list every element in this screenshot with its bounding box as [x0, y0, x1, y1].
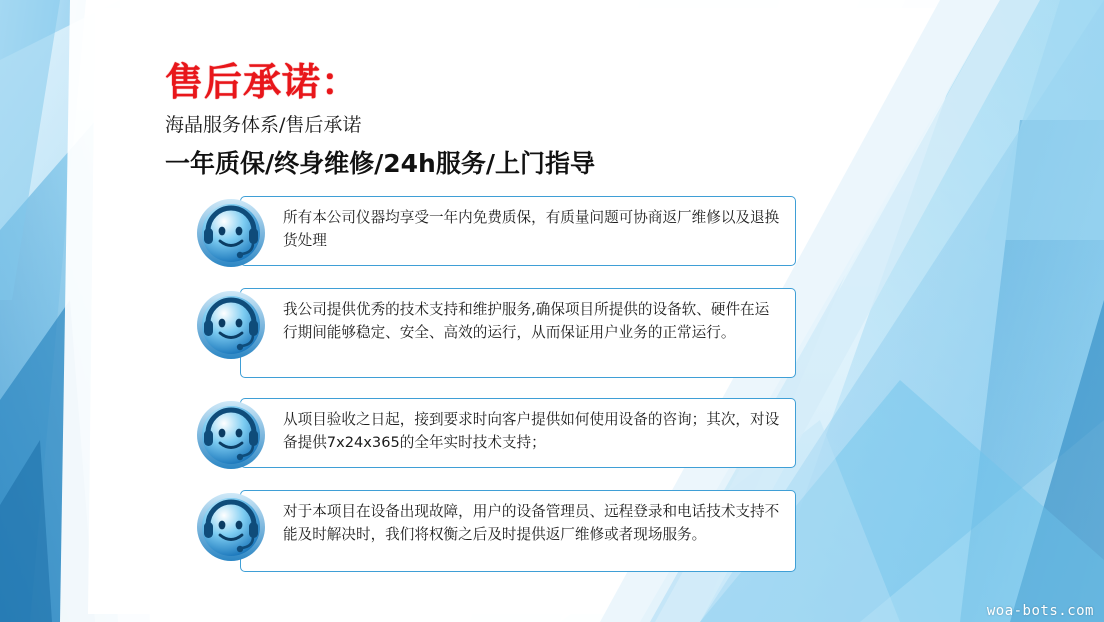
list-item: [196, 288, 796, 378]
headset-operator-icon: [196, 198, 266, 268]
list-item: [196, 196, 796, 268]
headset-operator-icon: [196, 400, 266, 470]
list-item-text: 我公司提供优秀的技术支持和维护服务,确保项目所提供的设备软、硬件在运行期间能够稳定、安全、高效的运行，从而保证用户业务的正常运行。: [240, 288, 796, 378]
page-title: 售后承诺：: [165, 60, 361, 104]
list-item: [196, 398, 796, 470]
list-item-text: 从项目验收之日起，接到要求时向客户提供如何使用设备的咨询；其次，对设备提供7x24x365的全年实时技术支持；: [240, 398, 796, 468]
promise-list: [196, 196, 796, 592]
list-item: [196, 490, 796, 572]
slide-header: [165, 62, 595, 180]
watermark: woa-bots.com: [986, 603, 1094, 619]
breadcrumb: 海晶服务体系/售后承诺: [165, 113, 362, 136]
headset-operator-icon: [196, 290, 266, 360]
headset-operator-icon: [196, 492, 266, 562]
list-item-text: 所有本公司仪器均享受一年内免费质保，有质量问题可协商返厂维修以及退换货处理: [240, 196, 796, 266]
list-item-text: 对于本项目在设备出现故障，用户的设备管理员、远程登录和电话技术支持不能及时解决时，我们将权衡之后及时提供返厂维修或者现场服务。: [240, 490, 796, 572]
tagline: 一年质保/终身维修/24h服务/上门指导: [165, 148, 595, 178]
